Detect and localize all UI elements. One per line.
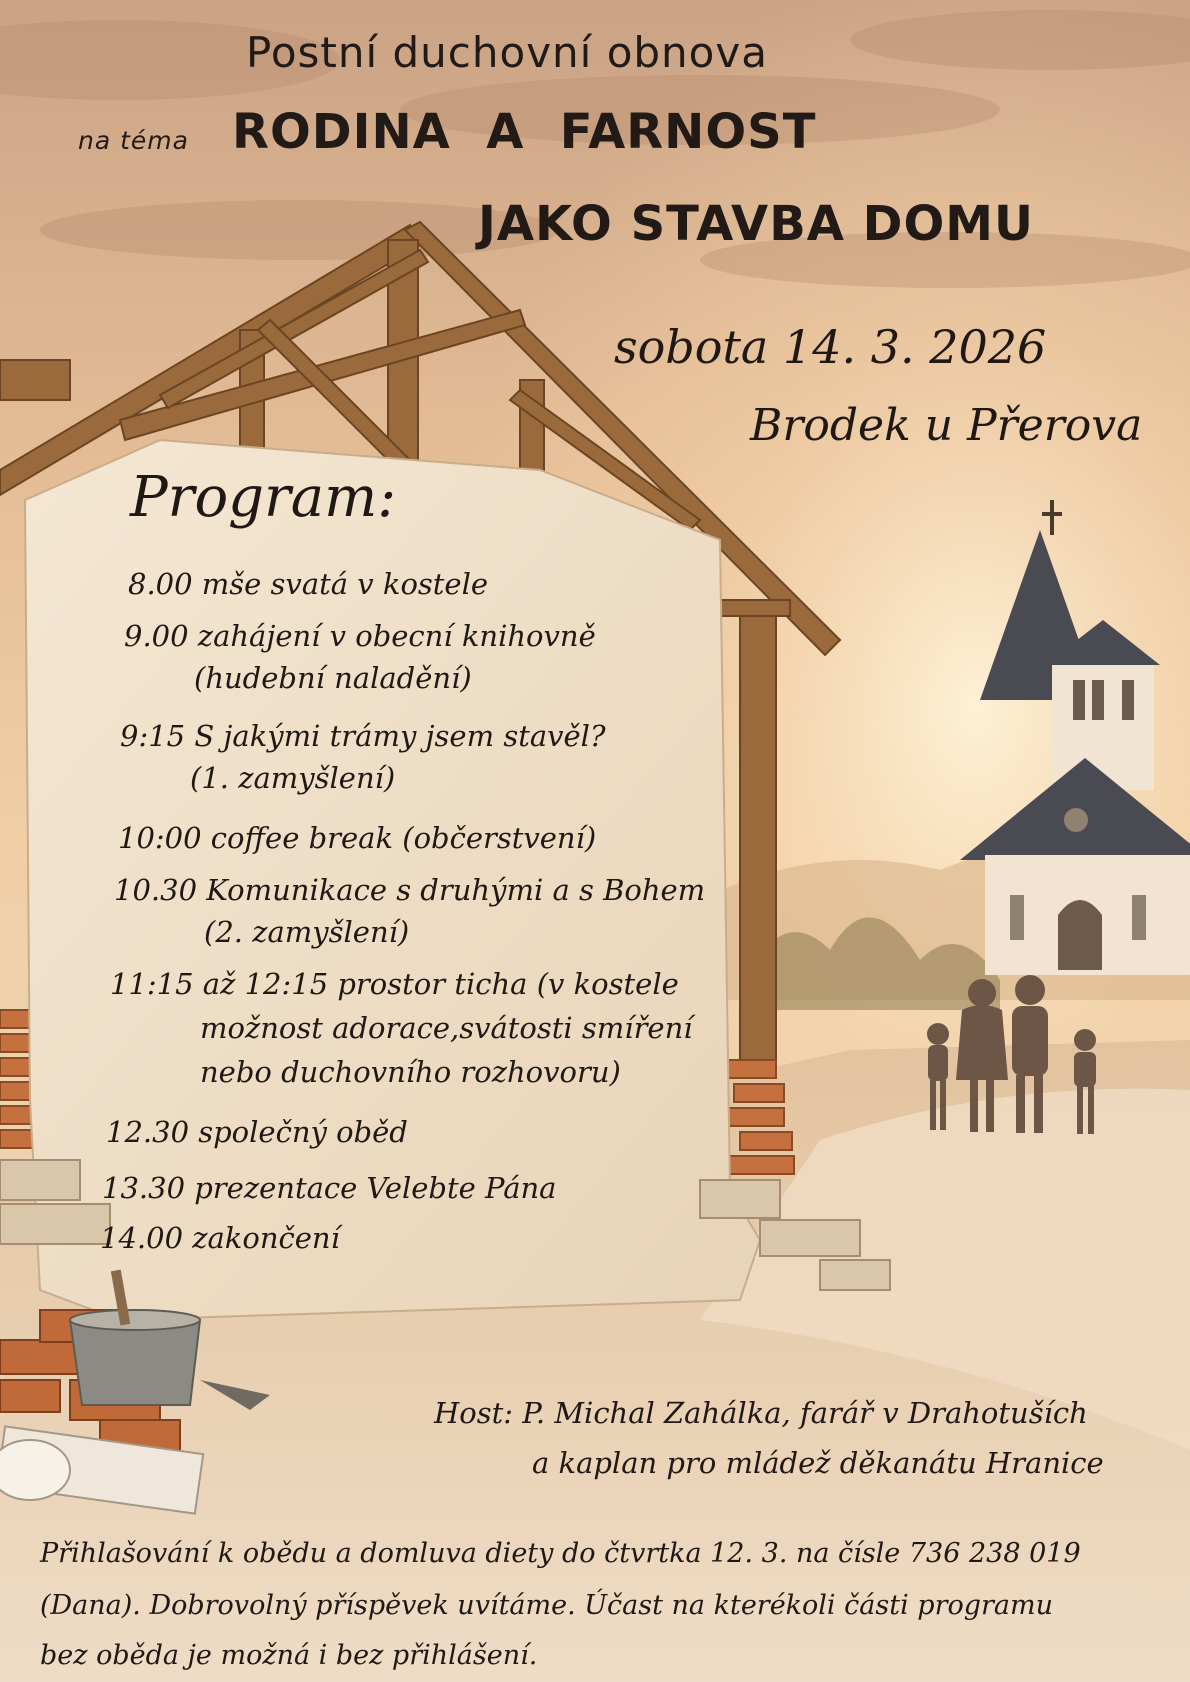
program-item-text: 12.30 společný oběd xyxy=(106,1115,408,1149)
host-line-2: a kaplan pro mládež děkanátu Hranice xyxy=(532,1446,1104,1480)
program-item-text: 9:15 S jakými trámy jsem stavěl? xyxy=(120,719,606,753)
program-item-text: 10:00 coffee break (občerstvení) xyxy=(118,821,597,855)
mortar-bucket xyxy=(70,1320,200,1405)
program-item xyxy=(114,872,705,950)
program-item xyxy=(110,966,693,1090)
footer-line-2: (Dana). Dobrovolný příspěvek uvítáme. Účast na kterékoli části programu xyxy=(40,1590,1054,1621)
program-item-note: možnost adorace,svátosti smíření xyxy=(200,1011,693,1045)
program-item-text: 14.00 zakončení xyxy=(100,1221,340,1255)
title-line-1: Postní duchovní obnova xyxy=(246,28,768,77)
program-item-note: (1. zamyšlení) xyxy=(190,761,396,795)
title-line-2-prefix: na téma xyxy=(78,126,189,155)
program-item-text: 13.30 prezentace Velebte Pána xyxy=(102,1171,557,1205)
program-item xyxy=(102,1170,556,1206)
program-item xyxy=(100,1220,340,1256)
event-date: sobota 14. 3. 2026 xyxy=(614,320,1047,374)
program-item-text: 10.30 Komunikace s druhými a s Bohem xyxy=(114,873,706,907)
program-item-note: nebo duchovního rozhovoru) xyxy=(200,1055,621,1089)
event-place: Brodek u Přerova xyxy=(750,400,1143,451)
program-item xyxy=(118,820,596,856)
program-item xyxy=(128,566,488,602)
host-line-1: Host: P. Michal Zahálka, farář v Drahotuších xyxy=(434,1396,1088,1430)
title-line-2: RODINA A FARNOST xyxy=(232,104,817,160)
program-item xyxy=(124,618,596,696)
program-item-text: 9.00 zahájení v obecní knihovně xyxy=(124,619,596,653)
program-item-text: 8.00 mše svatá v kostele xyxy=(128,567,489,601)
program-item-note: (hudební naladění) xyxy=(194,661,472,695)
program-heading: Program: xyxy=(130,465,397,530)
footer-line-3: bez oběda je možná i bez přihlášení. xyxy=(40,1640,538,1671)
program-item-text: 11:15 až 12:15 prostor ticha (v kostele xyxy=(110,967,679,1001)
program-item xyxy=(120,718,606,796)
title-line-3: JAKO STAVBA DOMU xyxy=(478,196,1035,252)
program-item xyxy=(106,1114,408,1150)
program-item-note: (2. zamyšlení) xyxy=(204,915,410,949)
footer-line-1: Přihlašování k obědu a domluva diety do čtvrtka 12. 3. na čísle 736 238 019 xyxy=(40,1538,1081,1569)
